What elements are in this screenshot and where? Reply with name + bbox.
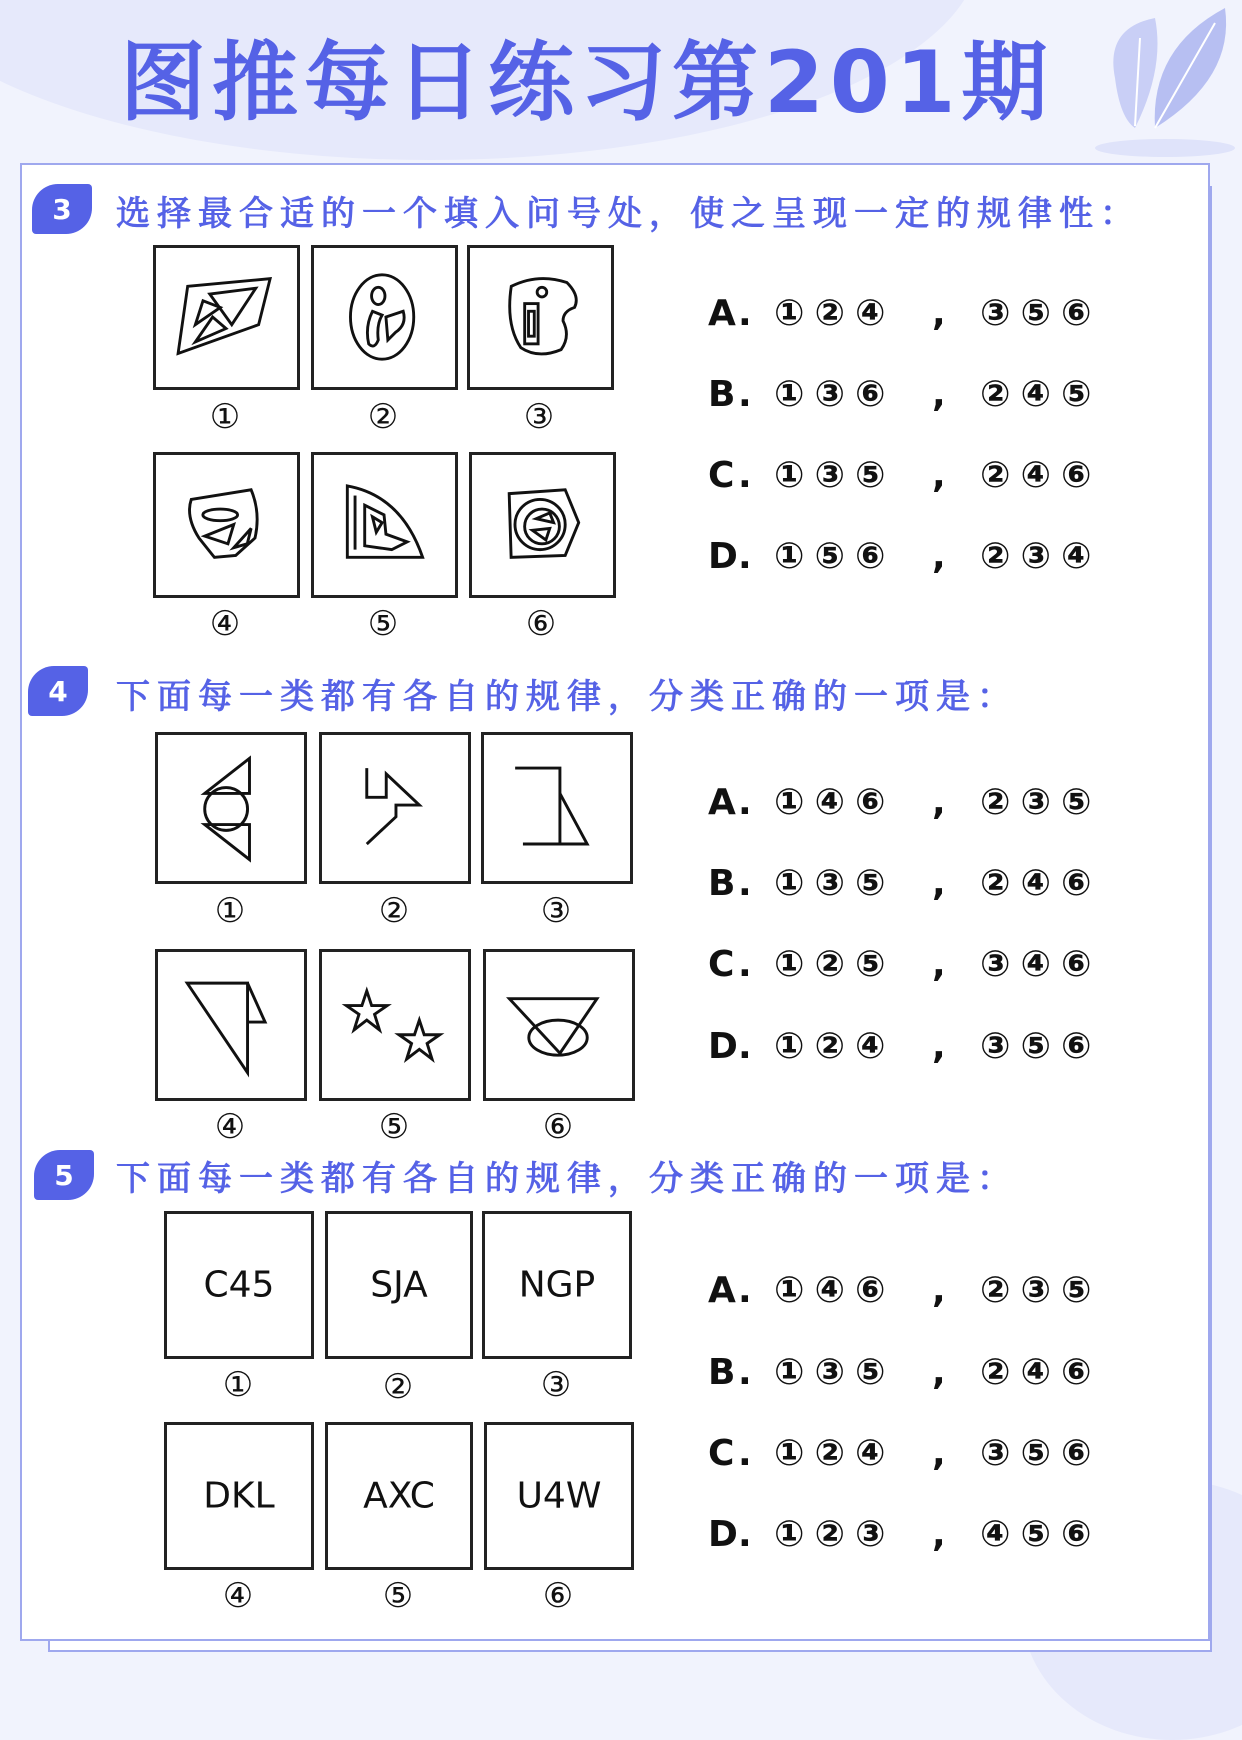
figure-shape-icon xyxy=(158,735,304,881)
figure-shape-icon xyxy=(322,952,468,1098)
figure-label: ⑥ xyxy=(525,604,557,644)
figure-shape-icon xyxy=(156,248,297,387)
figure-label: ⑤ xyxy=(378,1107,410,1147)
answer-option[interactable]: A. ①④⑥ , ②③⑤ xyxy=(708,782,1102,823)
figure-box-4 xyxy=(155,949,307,1101)
answer-option[interactable]: D. ①②③ , ④⑤⑥ xyxy=(708,1514,1102,1555)
answer-option[interactable]: C. ①③⑤ , ②④⑥ xyxy=(708,455,1102,496)
answer-option[interactable]: C. ①②④ , ③⑤⑥ xyxy=(708,1433,1102,1474)
letter-box-3: NGP xyxy=(482,1211,632,1359)
answer-option[interactable]: A. ①②④ , ③⑤⑥ xyxy=(708,293,1102,334)
figure-label: ② xyxy=(367,397,399,437)
figure-shape-icon xyxy=(470,248,611,387)
question-number-badge: 4 xyxy=(28,666,88,716)
figure-label: ① xyxy=(222,1365,254,1405)
figure-shape-icon xyxy=(158,952,304,1098)
figure-box-2 xyxy=(311,245,458,390)
answer-option[interactable]: B. ①③⑤ , ②④⑥ xyxy=(708,1352,1102,1393)
leaf-decoration-icon xyxy=(1095,8,1235,158)
figure-shape-icon xyxy=(472,455,613,595)
figure-label: ③ xyxy=(540,1365,572,1405)
figure-box-1 xyxy=(153,245,300,390)
question-number-badge: 5 xyxy=(34,1150,94,1200)
figure-label: ① xyxy=(214,891,246,931)
letter-box-4: DKL xyxy=(164,1422,314,1570)
figure-box-1 xyxy=(155,732,307,884)
letter-box-2: SJA xyxy=(325,1211,473,1359)
figure-shape-icon xyxy=(484,735,630,881)
figure-label: ⑥ xyxy=(542,1107,574,1147)
figure-label: ④ xyxy=(214,1107,246,1147)
figure-box-3 xyxy=(467,245,614,390)
figure-shape-icon xyxy=(156,455,297,595)
figure-shape-icon xyxy=(314,455,455,595)
letter-box-5: AXC xyxy=(325,1422,473,1570)
question-prompt: 下面每一类都有各自的规律，分类正确的一项是： xyxy=(116,677,1018,717)
figure-label: ④ xyxy=(222,1576,254,1616)
answer-option[interactable]: B. ①③⑤ , ②④⑥ xyxy=(708,863,1102,904)
figure-label: ② xyxy=(382,1367,414,1407)
figure-label: ③ xyxy=(540,891,572,931)
figure-box-5 xyxy=(319,949,471,1101)
question-prompt: 选择最合适的一个填入问号处，使之呈现一定的规律性： xyxy=(116,194,1141,234)
answer-option[interactable]: A. ①④⑥ , ②③⑤ xyxy=(708,1270,1102,1311)
figure-label: ④ xyxy=(209,604,241,644)
figure-label: ⑥ xyxy=(542,1576,574,1616)
answer-option[interactable]: C. ①②⑤ , ③④⑥ xyxy=(708,944,1102,985)
figure-label: ② xyxy=(378,891,410,931)
answer-option[interactable]: D. ①⑤⑥ , ②③④ xyxy=(708,536,1102,577)
figure-box-3 xyxy=(481,732,633,884)
figure-box-2 xyxy=(319,732,471,884)
figure-shape-icon xyxy=(322,735,468,881)
figure-shape-icon xyxy=(314,248,455,387)
figure-box-6 xyxy=(469,452,616,598)
question-prompt: 下面每一类都有各自的规律，分类正确的一项是： xyxy=(116,1159,1018,1199)
figure-box-5 xyxy=(311,452,458,598)
letter-box-1: C45 xyxy=(164,1211,314,1359)
figure-label: ① xyxy=(209,397,241,437)
figure-label: ⑤ xyxy=(367,604,399,644)
page-title: 图推每日练习第201期 xyxy=(120,33,1054,133)
figure-label: ③ xyxy=(523,397,555,437)
letter-box-6: U4W xyxy=(484,1422,634,1570)
answer-option[interactable]: B. ①③⑥ , ②④⑤ xyxy=(708,374,1102,415)
answer-option[interactable]: D. ①②④ , ③⑤⑥ xyxy=(708,1026,1102,1067)
figure-shape-icon xyxy=(486,952,632,1098)
figure-box-4 xyxy=(153,452,300,598)
figure-label: ⑤ xyxy=(382,1576,414,1616)
question-number-badge: 3 xyxy=(32,184,92,234)
figure-box-6 xyxy=(483,949,635,1101)
